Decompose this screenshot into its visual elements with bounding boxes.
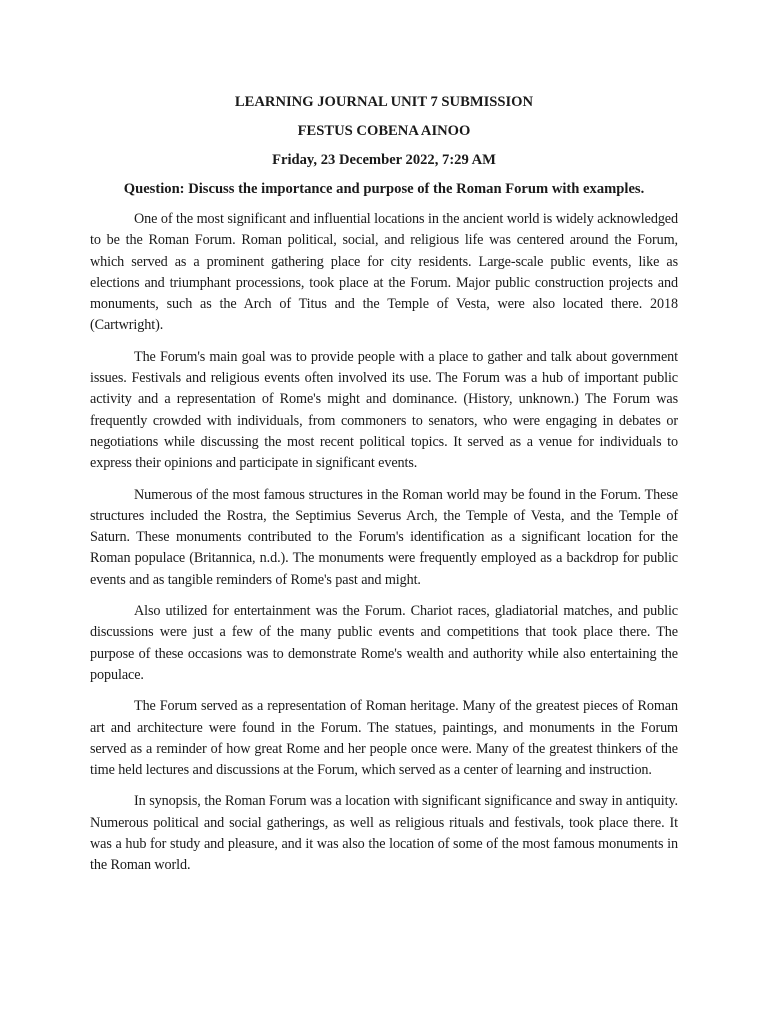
paragraph-6: In synopsis, the Roman Forum was a location with significant significance and sway in antiquity. Numerous political and social gatherings, as well as religious rituals and festivals, took place there. It was a hub for study and pleasure, and it was also the location of some of the most famous monuments in the Roman world. (90, 793, 678, 874)
paragraph-2: The Forum's main goal was to provide people with a place to gather and talk about government issues. Festivals and religious events often involved its use. The Forum was a hub of important public activity and a representation of Rome's might and dominance. (History, unknown.) The Forum was frequently crowded with individuals, from commoners to senators, who were engaging in debates or negotiations while discussing the most recent political topics. It served as a venue for individuals to express their opinions and participate in significant events. (90, 348, 678, 472)
document-content (90, 92, 678, 887)
paragraph-5: The Forum served as a representation of Roman heritage. Many of the greatest pieces of Roman art and architecture were found in the Forum. The statues, paintings, and monuments in the Forum served as a reminder of how great Rome and her people once were. Many of the greatest thinkers of the time held lectures and discussions at the Forum, which served as a center of learning and instruction. (90, 698, 678, 779)
paragraph-4: Also utilized for entertainment was the Forum. Chariot races, gladiatorial matches, and public discussions were just a few of the many public events and competitions that took place there. The purpose of these occasions was to demonstrate Rome's wealth and authority while also entertaining the populace. (90, 603, 678, 683)
submission-date: Friday, 23 December 2022, 7:29 AM (272, 152, 496, 168)
question-heading: Question: Discuss the importance and purpose of the Roman Forum with examples. (123, 181, 645, 197)
paragraph-3: Numerous of the most famous structures in the Roman world may be found in the Forum. These structures included the Rostra, the Septimius Severus Arch, the Temple of Vesta, and the Temple of Saturn. These monuments contributed to the Forum's identification as a significant location for the Roman populace (Britannica, n.d.). The monuments were frequently employed as a backdrop for public events and as tangible reminders of Rome's past and might. (90, 486, 678, 588)
document-title: LEARNING JOURNAL UNIT 7 SUBMISSION (234, 94, 534, 110)
paragraph-1: One of the most significant and influential locations in the ancient world is widely acknowledged to be the Roman Forum. Roman political, social, and religious life was centered around the Forum, which served as a prominent gathering place for city residents. Large-scale public events, like as elections and triumphant processions, took place at the Forum. Major public construction projects and monuments, such as the Arch of Titus and the Temple of Vesta, were also located there. 2018 (Cartwright). (90, 211, 678, 334)
author-name: FESTUS COBENA AINOO (297, 123, 471, 139)
